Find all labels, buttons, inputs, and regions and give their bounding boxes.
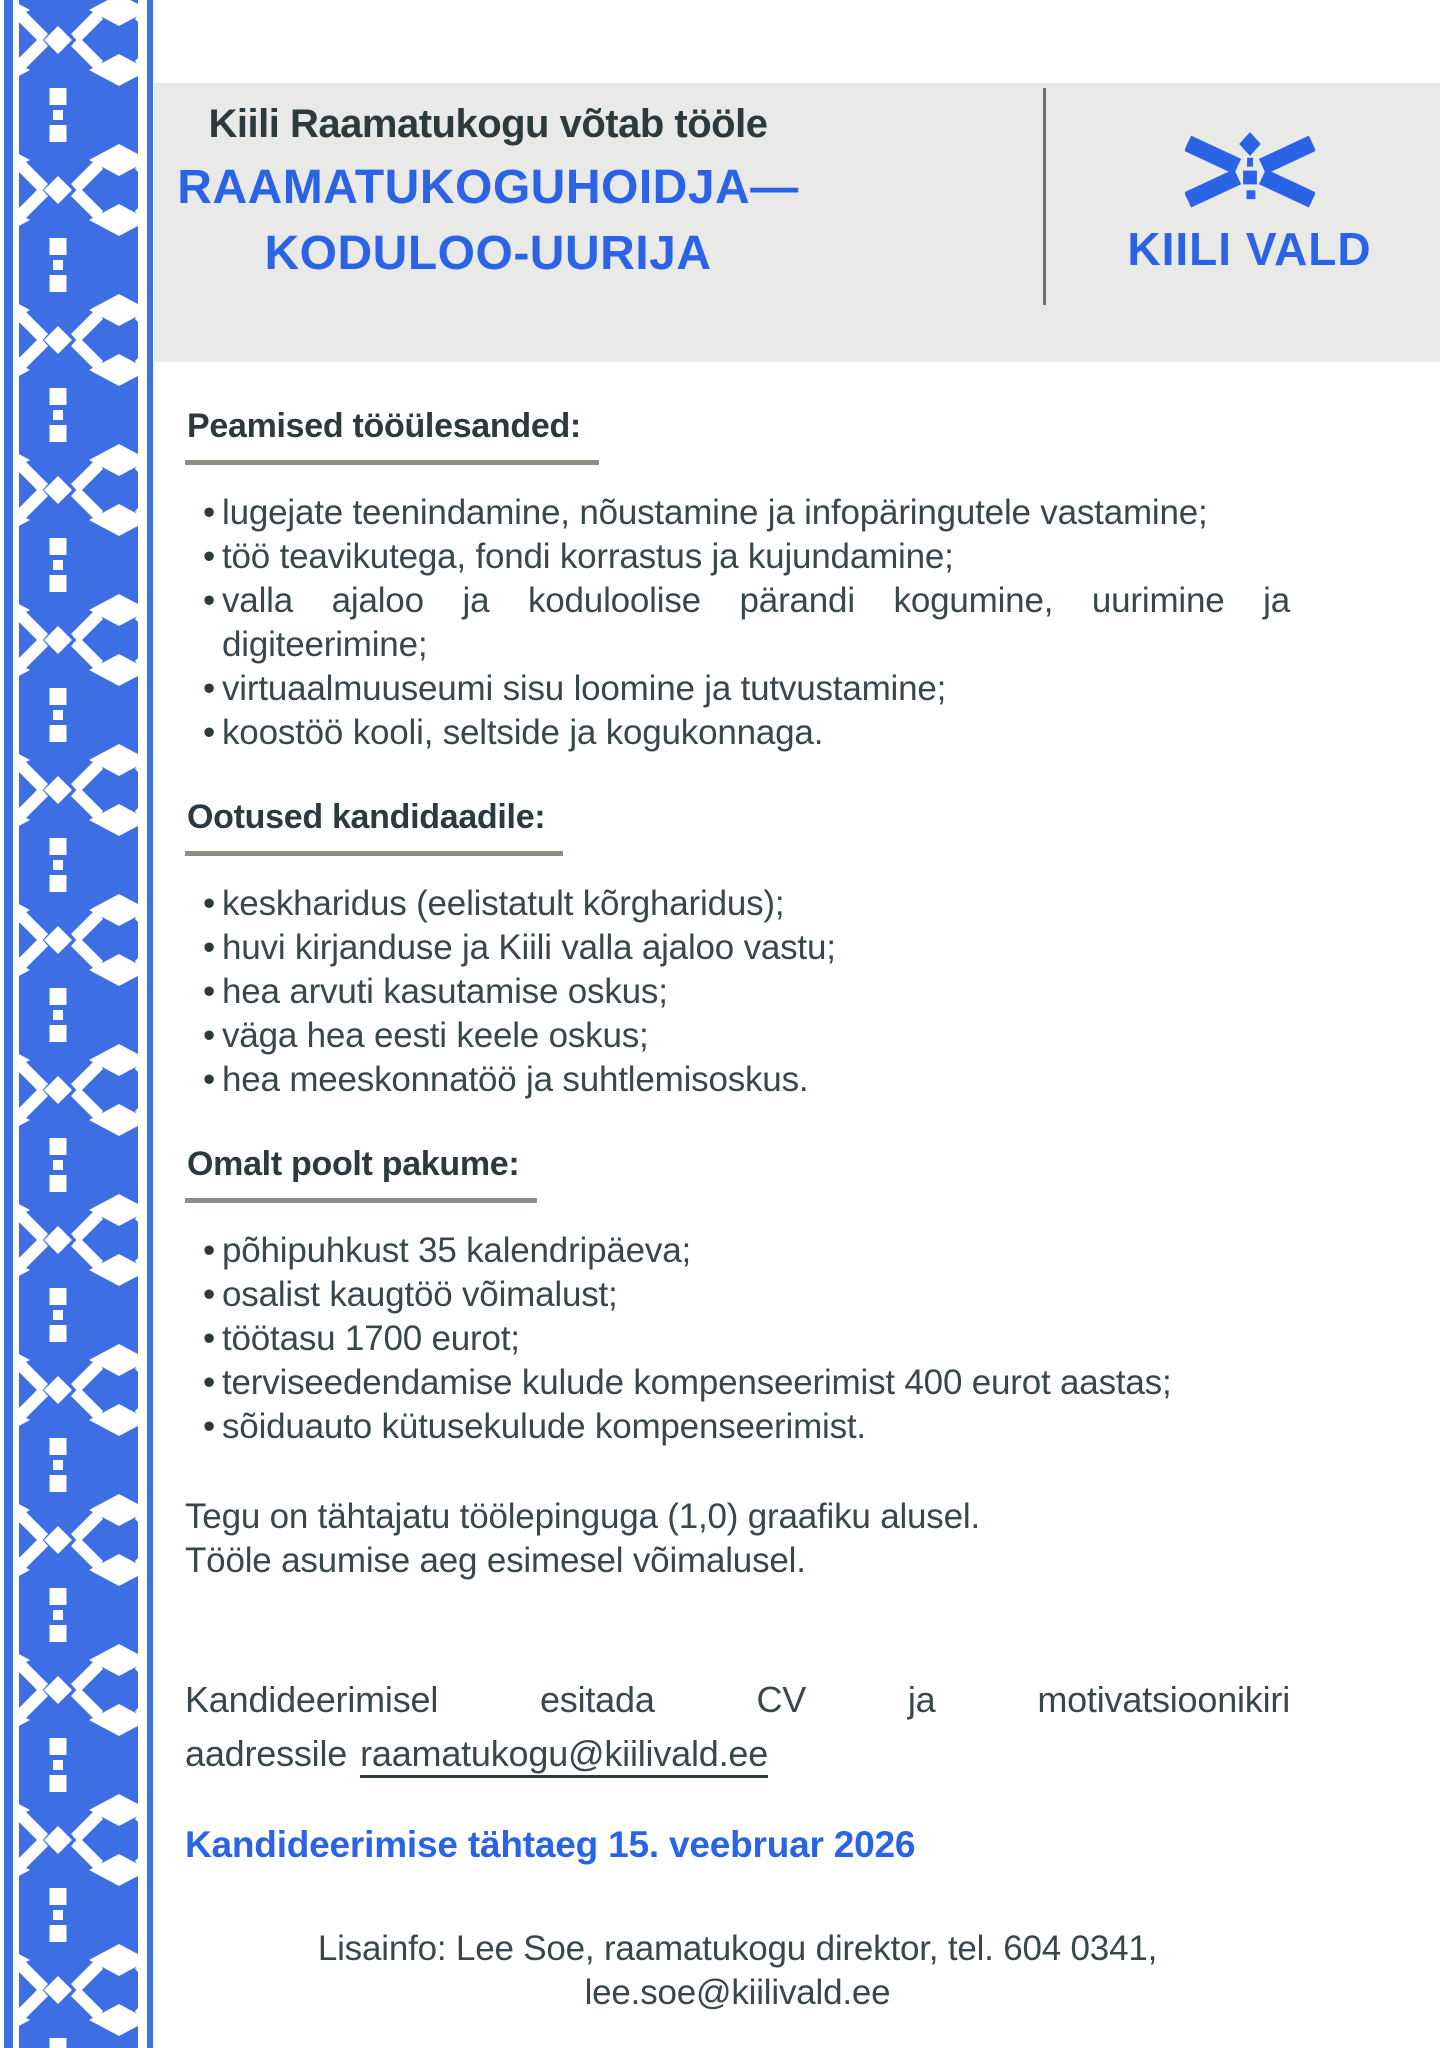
kiili-vald-logo bbox=[1059, 83, 1440, 275]
section-omalt-poolt-pakume bbox=[185, 1142, 1290, 1449]
list-item bbox=[185, 1273, 1290, 1317]
list-item bbox=[185, 491, 1290, 535]
contact-email: lee.soe@kiilivald.ee bbox=[584, 1973, 891, 2012]
list-item bbox=[185, 1317, 1290, 1361]
bullet-text: koostöö kooli, seltside ja kogukonnaga. bbox=[222, 713, 824, 752]
bullet-icon: • bbox=[203, 1319, 216, 1358]
apply-prefix: aadressile bbox=[185, 1733, 348, 1774]
bullet-icon: • bbox=[203, 581, 216, 620]
contract-line1: Tegu on tähtajatu töölepinguga (1,0) graafiku alusel. bbox=[185, 1497, 980, 1536]
apply-line1: Kandideerimisel esitada CV ja motivatsioonikiri bbox=[185, 1679, 1290, 1720]
contract-line2: Tööle asumise aeg esimesel võimalusel. bbox=[185, 1541, 806, 1580]
header-divider bbox=[1043, 88, 1046, 305]
list-item bbox=[185, 882, 1290, 926]
bullet-list bbox=[185, 491, 1290, 755]
logo-text: KIILI VALD bbox=[1127, 223, 1372, 275]
list-item bbox=[185, 1014, 1290, 1058]
contract-paragraph bbox=[185, 1495, 1290, 1583]
list-item bbox=[185, 1058, 1290, 1102]
section-heading-row bbox=[185, 404, 1290, 465]
list-item bbox=[185, 711, 1290, 755]
bullet-text: keskharidus (eelistatult kõrgharidus); bbox=[222, 884, 785, 923]
bullet-icon: • bbox=[203, 1016, 216, 1055]
bullet-text: hea meeskonnatöö ja suhtlemisoskus. bbox=[222, 1060, 809, 1099]
main-content bbox=[185, 362, 1290, 2015]
apply-line2 bbox=[185, 1727, 1290, 1781]
bullet-icon: • bbox=[203, 1407, 216, 1446]
dragonfly-icon bbox=[1185, 131, 1315, 222]
list-item bbox=[185, 667, 1290, 711]
section-heading-row bbox=[185, 1142, 1290, 1203]
bullet-text: huvi kirjanduse ja Kiili valla ajaloo vastu; bbox=[222, 928, 836, 967]
bullet-text: valla ajaloo ja koduloolise pärandi kogumine, uurimine ja digiteerimine; bbox=[222, 581, 1290, 664]
bullet-icon: • bbox=[203, 669, 216, 708]
list-item bbox=[185, 1229, 1290, 1273]
bullet-text: väga hea eesti keele oskus; bbox=[222, 1016, 649, 1055]
bullet-icon: • bbox=[203, 1275, 216, 1314]
page-title-line1: RAAMATUKOGUHOIDJA— bbox=[177, 161, 799, 214]
bullet-icon: • bbox=[203, 537, 216, 576]
folk-pattern-border-icon bbox=[0, 0, 153, 2048]
contact-info bbox=[185, 1927, 1290, 2015]
application-deadline: Kandideerimise tähtaeg 15. veebruar 2026 bbox=[185, 1824, 916, 1865]
header-banner bbox=[154, 83, 1440, 362]
section-ootused-kandidaadile bbox=[185, 795, 1290, 1102]
bullet-icon: • bbox=[203, 1363, 216, 1402]
section-heading: Peamised tööülesanded: bbox=[185, 404, 599, 465]
header-titles bbox=[154, 83, 822, 287]
list-item bbox=[185, 1405, 1290, 1449]
bullet-text: põhipuhkust 35 kalendripäeva; bbox=[222, 1231, 691, 1270]
bullet-icon: • bbox=[203, 1231, 216, 1270]
bullet-text: terviseedendamise kulude kompenseerimist 400 eurot aastas; bbox=[222, 1363, 1172, 1402]
list-item bbox=[185, 970, 1290, 1014]
bullet-icon: • bbox=[203, 928, 216, 967]
bullet-text: töötasu 1700 eurot; bbox=[222, 1319, 520, 1358]
list-item bbox=[185, 579, 1290, 667]
section-heading: Ootused kandidaadile: bbox=[185, 795, 563, 856]
bullet-icon: • bbox=[203, 972, 216, 1011]
bullet-icon: • bbox=[203, 713, 216, 752]
bullet-text: hea arvuti kasutamise oskus; bbox=[222, 972, 668, 1011]
bullet-text: lugejate teenindamine, nõustamine ja infopäringutele vastamine; bbox=[222, 493, 1208, 532]
page-title-line2: KODULOO-UURIJA bbox=[264, 227, 712, 280]
bullet-text: sõiduauto kütusekulude kompenseerimist. bbox=[222, 1407, 866, 1446]
bullet-icon: • bbox=[203, 884, 216, 923]
list-item bbox=[185, 1361, 1290, 1405]
pretitle: Kiili Raamatukogu võtab tööle bbox=[208, 102, 768, 146]
bullet-text: virtuaalmuuseumi sisu loomine ja tutvustamine; bbox=[222, 669, 947, 708]
list-item bbox=[185, 926, 1290, 970]
bullet-list bbox=[185, 1229, 1290, 1449]
section-heading: Omalt poolt pakume: bbox=[185, 1142, 537, 1203]
section-peamised-toouelesanded bbox=[185, 404, 1290, 755]
section-heading-row bbox=[185, 795, 1290, 856]
bullet-text: töö teavikutega, fondi korrastus ja kujundamine; bbox=[222, 537, 954, 576]
bullet-icon: • bbox=[203, 1060, 216, 1099]
list-item bbox=[185, 535, 1290, 579]
apply-instructions bbox=[185, 1673, 1290, 1781]
bullet-text: osalist kaugtöö võimalust; bbox=[222, 1275, 618, 1314]
application-email-link[interactable]: raamatukogu@kiilivald.ee bbox=[360, 1733, 768, 1778]
contact-line1: Lisainfo: Lee Soe, raamatukogu direktor, tel. 604 0341, bbox=[317, 1929, 1158, 1968]
bullet-icon: • bbox=[203, 493, 216, 532]
bullet-list bbox=[185, 882, 1290, 1102]
